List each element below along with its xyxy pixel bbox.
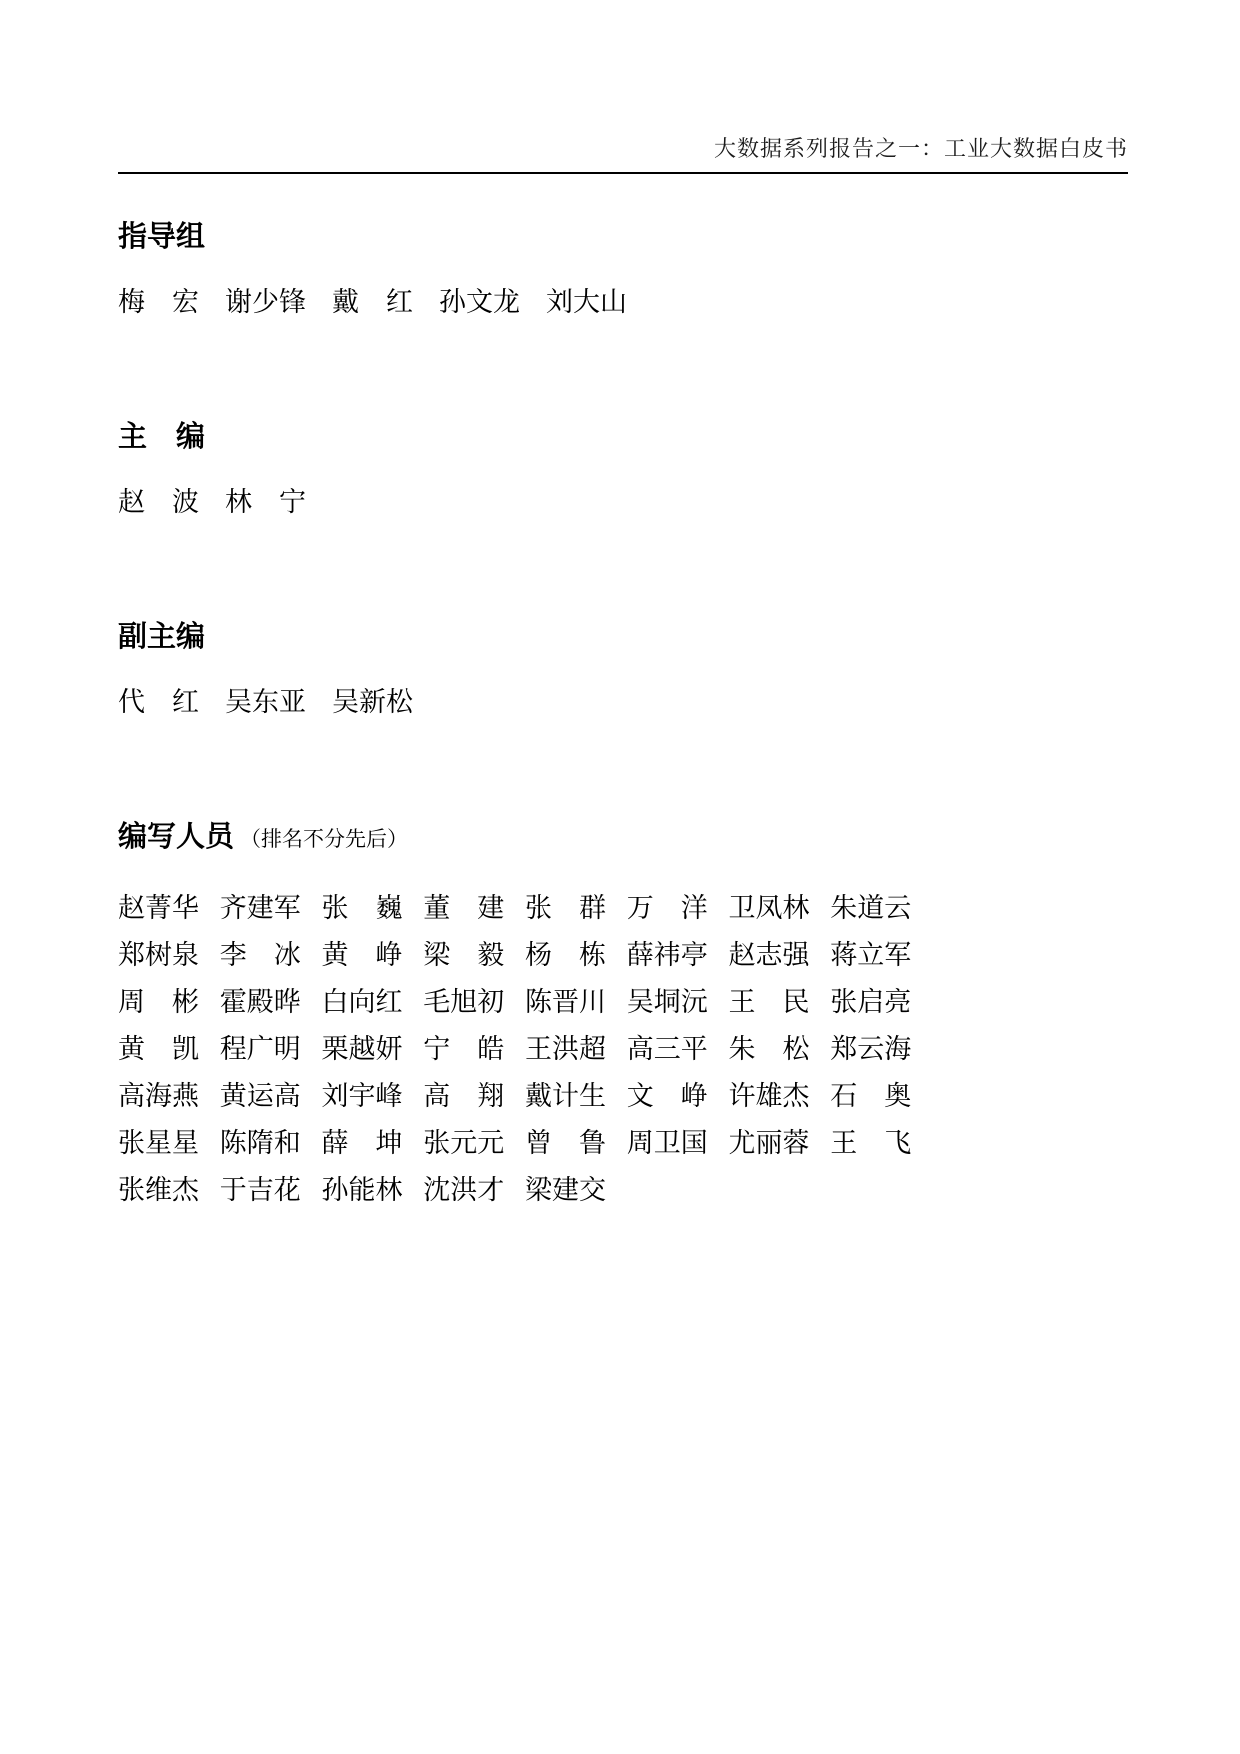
writers-row	[118, 1079, 932, 1114]
person-name: 白向红	[321, 987, 403, 1017]
person-name: 梅 宏	[118, 287, 199, 317]
person-name: 高三平	[626, 1034, 708, 1064]
person-name: 齐建军	[219, 893, 301, 923]
person-name: 陈隋和	[219, 1128, 301, 1158]
person-name: 曾 鲁	[525, 1128, 606, 1158]
person-name: 栗越妍	[321, 1034, 403, 1064]
person-name: 石 奥	[830, 1081, 912, 1111]
person-name: 吴东亚	[225, 687, 306, 717]
person-name: 万 洋	[626, 893, 708, 923]
person-name: 薛 坤	[321, 1128, 403, 1158]
writers-row	[118, 985, 932, 1020]
deputy-editor-heading: 副主编	[118, 621, 206, 653]
person-name: 代 红	[118, 687, 199, 717]
person-name: 高 翔	[423, 1081, 505, 1111]
person-name: 张 巍	[321, 893, 403, 923]
person-name: 谢少锋	[225, 287, 306, 317]
person-name: 刘大山	[546, 287, 627, 317]
person-name: 郑树泉	[118, 940, 199, 970]
person-name: 梁 毅	[423, 940, 505, 970]
person-name: 沈洪才	[423, 1175, 505, 1205]
person-name: 朱道云	[830, 893, 912, 923]
guidance-group-names	[118, 285, 1128, 320]
person-name: 高海燕	[118, 1081, 199, 1111]
person-name: 王 飞	[830, 1128, 912, 1158]
deputy-editor-names	[118, 685, 1128, 720]
person-name: 李 冰	[219, 940, 301, 970]
person-name: 吴垌沅	[626, 987, 708, 1017]
person-name: 文 峥	[626, 1081, 708, 1111]
person-name: 赵志强	[728, 940, 810, 970]
page-header	[118, 132, 1128, 174]
writers-row	[118, 938, 932, 973]
person-name: 赵 波	[118, 487, 199, 517]
person-name: 孙能林	[321, 1175, 403, 1205]
person-name: 周卫国	[626, 1128, 708, 1158]
person-name: 黄 峥	[321, 940, 403, 970]
person-name: 戴 红	[332, 287, 413, 317]
person-name: 周 彬	[118, 987, 199, 1017]
guidance-group-heading: 指导组	[118, 221, 206, 253]
person-name: 张星星	[118, 1128, 199, 1158]
person-name: 张维杰	[118, 1175, 199, 1205]
writers-heading-note: （排名不分先后）	[240, 828, 409, 851]
writers-row	[118, 1032, 932, 1067]
chief-editor-names	[118, 485, 1128, 520]
chief-editor-heading: 主 编	[118, 421, 206, 453]
header-title: 大数据系列报告之一：工业大数据白皮书	[713, 136, 1128, 161]
person-name: 林 宁	[225, 487, 306, 517]
person-name: 黄运高	[219, 1081, 301, 1111]
person-name: 薛祎亭	[626, 940, 708, 970]
writers-row	[118, 891, 932, 926]
person-name: 于吉花	[219, 1175, 301, 1205]
person-name: 蒋立军	[830, 940, 912, 970]
person-name: 张启亮	[830, 987, 912, 1017]
writers-row	[118, 1173, 932, 1208]
person-name: 杨 栋	[525, 940, 606, 970]
person-name: 宁 皓	[423, 1034, 505, 1064]
person-name: 梁建交	[525, 1175, 606, 1205]
person-name: 孙文龙	[439, 287, 520, 317]
person-name: 许雄杰	[728, 1081, 810, 1111]
person-name: 朱 松	[728, 1034, 810, 1064]
writers-name-grid	[118, 891, 932, 1208]
person-name: 陈晋川	[525, 987, 606, 1017]
person-name: 王 民	[728, 987, 810, 1017]
person-name: 张 群	[525, 893, 606, 923]
person-name: 张元元	[423, 1128, 505, 1158]
person-name: 尤丽蓉	[728, 1128, 810, 1158]
person-name: 毛旭初	[423, 987, 505, 1017]
person-name: 戴计生	[525, 1081, 606, 1111]
person-name: 霍殿晔	[219, 987, 301, 1017]
person-name: 王洪超	[525, 1034, 606, 1064]
person-name: 程广明	[219, 1034, 301, 1064]
person-name: 卫凤林	[728, 893, 810, 923]
person-name: 黄 凯	[118, 1034, 199, 1064]
person-name: 赵菁华	[118, 893, 199, 923]
person-name: 董 建	[423, 893, 505, 923]
person-name: 刘宇峰	[321, 1081, 403, 1111]
writers-heading	[118, 820, 1128, 857]
person-name: 郑云海	[830, 1034, 912, 1064]
writers-heading-label: 编写人员	[118, 821, 235, 853]
person-name: 吴新松	[332, 687, 413, 717]
writers-row	[118, 1126, 932, 1161]
